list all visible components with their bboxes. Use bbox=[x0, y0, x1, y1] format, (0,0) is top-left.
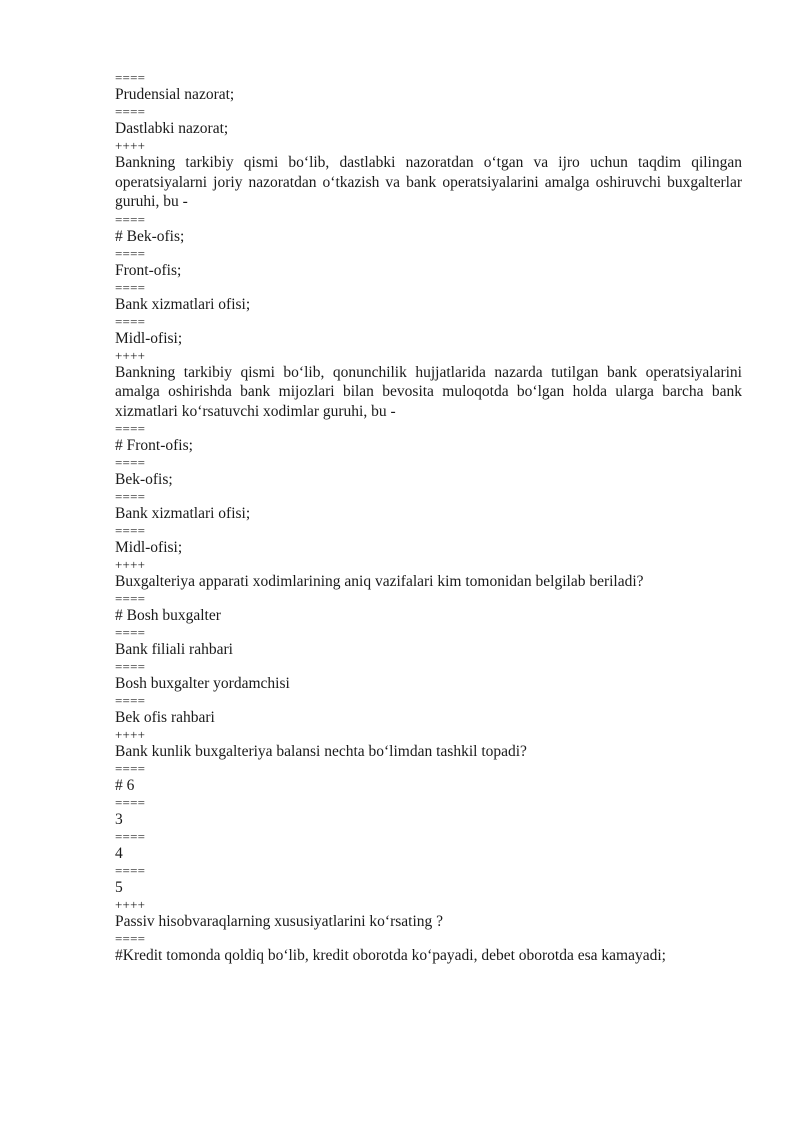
line-text: Buxgalteriya apparati xodimlarining aniq vazifalari kim tomonidan belgilab beriladi? bbox=[115, 573, 644, 590]
question-separator: ++++ bbox=[115, 138, 146, 153]
question-separator: ++++ bbox=[115, 897, 146, 912]
correct-option-text: # 6 bbox=[115, 777, 135, 794]
line-text: Passiv hisobvaraqlarning xususiyatlarini ko‘rsating ? bbox=[115, 913, 444, 930]
line-text: Bank xizmatlari ofisi; bbox=[115, 295, 251, 313]
option-separator: ==== bbox=[115, 211, 146, 227]
question-separator: ++++ bbox=[115, 557, 146, 572]
document-content bbox=[115, 70, 742, 965]
line-text: 4 bbox=[115, 845, 123, 862]
question-text: Bankning tarkibiy qismi bo‘lib, dastlabki nazoratdan o‘tgan va ijro uchun taqdim qilingan operatsiyalarni joriy nazoratdan o‘tkazish va bank operatsiyalarini amalga oshiruvchi buxgalterlar guruhi, bu - bbox=[115, 154, 742, 210]
question-separator: ++++ bbox=[115, 727, 146, 742]
correct-option-text: # Bosh buxgalter bbox=[115, 607, 221, 624]
option-separator: ==== bbox=[115, 761, 146, 776]
line-text: Midl-ofisi; bbox=[115, 539, 183, 556]
correct-option-text: # Front-ofis; bbox=[115, 437, 193, 454]
option-separator: ==== bbox=[115, 279, 146, 295]
line-text: Bank xizmatlari ofisi; bbox=[115, 505, 251, 522]
option-separator: ==== bbox=[115, 591, 146, 606]
document-page bbox=[115, 70, 742, 965]
line-text: Front-ofis; bbox=[115, 261, 182, 279]
option-separator: ==== bbox=[115, 523, 146, 538]
line-text: 3 bbox=[115, 811, 123, 828]
option-separator: ==== bbox=[115, 455, 146, 470]
option-separator: ==== bbox=[115, 70, 146, 85]
line-text: Bek-ofis; bbox=[115, 471, 173, 488]
line-text: Bek ofis rahbari bbox=[115, 709, 215, 726]
correct-option-text: #Kredit tomonda qoldiq bo‘lib, kredit oborotda ko‘payadi, debet oborotda esa kamayadi; bbox=[115, 947, 666, 964]
option-separator: ==== bbox=[115, 489, 146, 504]
option-separator: ==== bbox=[115, 693, 146, 708]
option-separator: ==== bbox=[115, 245, 146, 261]
option-separator: ==== bbox=[115, 931, 146, 946]
line-text: 5 bbox=[115, 879, 123, 896]
option-separator: ==== bbox=[115, 829, 146, 844]
line-text: Dastlabki nazorat; bbox=[115, 120, 229, 137]
line-text: Bank filiali rahbari bbox=[115, 641, 233, 658]
option-separator: ==== bbox=[115, 421, 146, 436]
line-text: Bank kunlik buxgalteriya balansi nechta bo‘limdan tashkil topadi? bbox=[115, 743, 527, 760]
line-text: Prudensial nazorat; bbox=[115, 86, 235, 103]
option-separator: ==== bbox=[115, 625, 146, 640]
option-separator: ==== bbox=[115, 795, 146, 810]
option-separator: ==== bbox=[115, 863, 146, 878]
option-separator: ==== bbox=[115, 659, 146, 674]
option-separator: ==== bbox=[115, 313, 146, 329]
correct-option-text: # Bek-ofis; bbox=[115, 227, 185, 245]
option-separator: ==== bbox=[115, 104, 146, 119]
question-separator: ++++ bbox=[115, 347, 146, 363]
question-text: Bankning tarkibiy qismi bo‘lib, qonunchilik hujjatlarida nazarda tutilgan bank operatsiyalarini amalga oshirishda bank mijozlari bilan bevosita muloqotda bo‘lgan holda ularga barcha bank xizmatlari ko‘rsatuvchi xodimlar guruhi, bu - bbox=[115, 363, 742, 420]
line-text: Bosh buxgalter yordamchisi bbox=[115, 675, 290, 692]
line-text: Midl-ofisi; bbox=[115, 329, 183, 347]
